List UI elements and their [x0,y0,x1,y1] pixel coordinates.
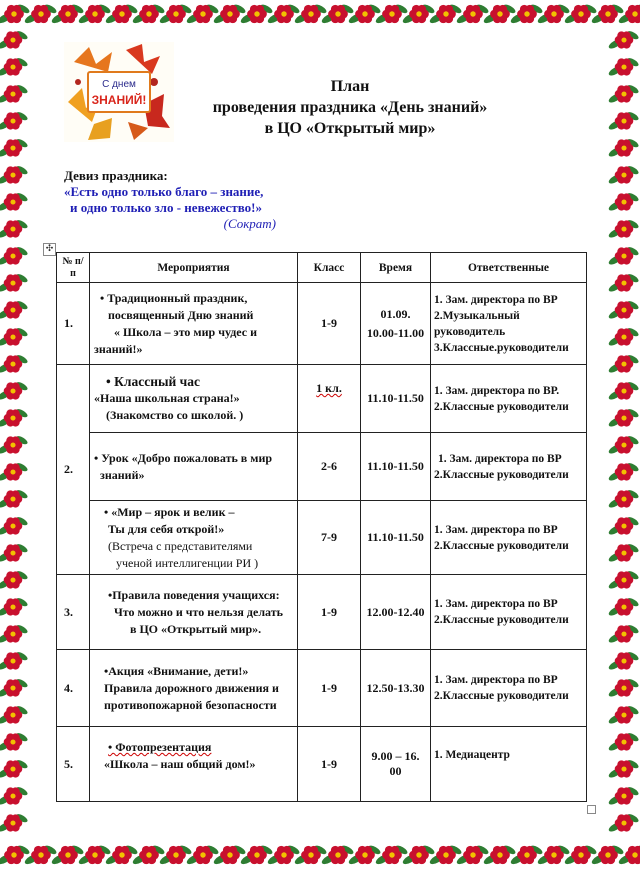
motto-author: (Сократ) [223,216,276,231]
row-num: 1. [57,283,90,365]
flower-ornament-icon [607,597,639,618]
row-event [90,283,298,365]
row-time: 11.10-11.50 [361,433,431,501]
flower-ornament-icon [0,489,28,510]
row-class: 1-9 [298,575,361,650]
event-line [94,739,293,756]
row-time: 9.00 – 16. 00 [361,727,431,802]
event-line: ученой интеллигенции РИ ) [116,555,259,570]
flower-ornament-icon [0,732,28,753]
table-row [57,365,587,433]
responsible-line: 2.Классные руководители [434,690,569,702]
logo-text-line2: ЗНАНИЙ! [91,93,147,107]
flower-ornament-icon [0,813,28,834]
table-row [57,433,587,501]
row-responsible [431,501,587,575]
flower-ornament-icon [0,219,28,240]
flower-ornament-icon [0,354,28,375]
flower-ornament-icon [607,408,639,429]
row-event [90,501,298,575]
responsible-line: 2.Классные руководители [434,468,569,481]
flower-ornament-icon [607,30,639,51]
flower-ornament-icon [0,516,28,537]
row-class: 1-9 [298,650,361,727]
flower-ornament-icon [0,246,28,267]
responsible-line: 1. Зам. директора по ВР [434,674,558,686]
row-time: 12.50-13.30 [361,650,431,727]
table-resize-handle[interactable] [587,805,596,814]
row-class-cell [298,365,361,433]
flower-ornament-icon [0,57,28,78]
row-num: 5. [57,727,90,802]
row-responsible [431,727,587,802]
row-event [90,433,298,501]
row-responsible [431,575,587,650]
row-event [90,727,298,802]
flower-ornament-icon [607,354,639,375]
event-line: (Встреча с представителями [108,538,253,553]
flower-ornament-icon [607,111,639,132]
event-line: « Школа – это мир чудес и [114,324,257,339]
responsible-line: 2.Классные руководители [434,400,569,413]
row-event [90,575,298,650]
flower-ornament-icon [0,165,28,186]
flower-ornament-icon [607,300,639,321]
flower-ornament-icon [0,30,28,51]
flower-ornament-icon [0,462,28,483]
flower-ornament-icon [0,381,28,402]
flower-ornament-icon [607,57,639,78]
row-responsible [431,365,587,433]
flower-ornament-icon [607,462,639,483]
flower-ornament-icon [607,813,639,834]
header-responsible: Ответственные [431,253,587,283]
event-line: в ЦО «Открытый мир». [130,621,262,636]
row-responsible [431,433,587,501]
row-class: 2-6 [298,433,361,501]
flower-ornament-icon [0,435,28,456]
flower-ornament-icon [0,651,28,672]
flower-ornament-icon [0,678,28,699]
flower-ornament-icon [607,678,639,699]
header-num: № п/п [57,253,90,283]
flower-ornament-icon [0,759,28,780]
responsible-line: 1. Медиацентр [434,749,510,761]
flower-ornament-icon [607,138,639,159]
title-line-2: проведения праздника «День знаний» [212,99,488,116]
table-move-handle-icon[interactable]: ✣ [43,243,56,256]
event-line: • Классный час [106,374,201,389]
row-class: 1-9 [298,283,361,365]
row-num: 2. [57,365,90,575]
flower-ornament-icon [607,651,639,672]
flower-ornament-icon [607,273,639,294]
responsible-line: руководитель [434,325,506,338]
header-class: Класс [298,253,361,283]
flower-ornament-icon [0,111,28,132]
flower-ornament-icon [607,327,639,348]
flower-ornament-icon [0,543,28,564]
flower-ornament-icon [0,786,28,807]
flower-ornament-icon [607,732,639,753]
row-time: 12.00-12.40 [361,575,431,650]
header-time: Время [361,253,431,283]
holiday-motto [64,168,304,232]
flower-ornament-icon [607,543,639,564]
event-line: • Традиционный праздник, [100,290,248,305]
responsible-line: 1. Зам. директора по ВР. [434,384,560,397]
event-line: •Правила поведения учащихся: [108,587,280,602]
event-line: •Акция «Внимание, дети!» [104,663,249,678]
row-num: 3. [57,575,90,650]
flower-ornament-icon [0,705,28,726]
responsible-line: 2.Классные руководители [434,614,569,626]
flower-ornament-icon [607,192,639,213]
event-line: • Урок «Добро пожаловать в мир [94,450,273,465]
row-class: 1-9 [298,727,361,802]
row-event [90,365,298,433]
event-line: • «Мир – ярок и велик – [104,504,235,519]
row-responsible [431,283,587,365]
event-line: Что можно и что нельзя делать [114,604,283,619]
responsible-line: 2.Классные руководители [434,539,569,552]
flower-ornament-icon [0,408,28,429]
flower-ornament-icon [607,705,639,726]
responsible-line: 1. Зам. директора по ВР [434,293,558,306]
flower-ornament-icon [0,138,28,159]
event-line: «Школа – наш общий дом!» [104,757,256,771]
flower-ornament-icon [607,246,639,267]
event-line: знаний» [100,467,145,482]
title-line-1: План [330,78,370,95]
flower-ornament-icon [607,786,639,807]
row-num: 4. [57,650,90,727]
flower-ornament-icon [0,597,28,618]
floral-border-top [0,0,640,30]
table-row [57,283,587,365]
table-row [57,575,587,650]
event-line: знаний!» [94,341,143,356]
row-responsible [431,650,587,727]
row-time: 11.10-11.50 [361,501,431,575]
plan-title [180,76,520,139]
flower-ornament-icon [607,435,639,456]
logo-text-line1: С днем [102,79,136,90]
flower-ornament-icon [607,381,639,402]
row-time [361,283,431,365]
event-line: противопожарной безопасности [104,697,277,712]
floral-border-right [606,0,640,870]
flower-ornament-icon [607,516,639,537]
header-event: Мероприятия [90,253,298,283]
flower-ornament-icon [0,84,28,105]
table-header-row [57,253,587,283]
events-table [56,252,587,802]
responsible-line: 1. Зам. директора по ВР [434,523,558,536]
event-line: Правила дорожного движения и [104,680,279,695]
responsible-line: 2.Музыкальный [434,309,520,322]
flower-ornament-icon [607,165,639,186]
flower-ornament-icon [0,624,28,645]
flower-ornament-icon [607,570,639,591]
flower-ornament-icon [0,273,28,294]
responsible-line: 1. Зам. директора по ВР [434,598,558,610]
row-class: 7-9 [298,501,361,575]
floral-border-left [0,0,28,870]
time-line: 01.09. [380,306,411,321]
row-time: 11.10-11.50 [361,365,431,433]
table-row [57,727,587,802]
floral-border-bottom [0,842,640,870]
responsible-line: 1. Зам. директора по ВР [438,452,562,465]
flower-ornament-icon [0,327,28,348]
title-line-3: в ЦО «Открытый мир» [264,120,436,137]
motto-label: Девиз праздника: [64,168,168,183]
flower-ornament-icon [0,300,28,321]
table-row [57,650,587,727]
event-line: «Наша школьная страна!» [94,391,240,405]
event-line: (Знакомство со школой. ) [106,408,244,422]
flower-ornament-icon [607,219,639,240]
flower-ornament-icon [607,84,639,105]
flower-ornament-icon [0,570,28,591]
table-row [57,501,587,575]
day-of-knowledge-logo [64,42,174,142]
flower-ornament-icon [0,192,28,213]
motto-quote-line2: и одно только зло - невежество!» [70,200,262,215]
event-line: посвященный Дню знаний [108,307,254,322]
row-class: 1 кл. [316,381,342,395]
motto-quote-line1: «Есть одно только благо – знание, [64,184,264,199]
flower-ornament-icon [607,489,639,510]
responsible-line: 3.Классные.руководители [434,341,569,354]
flower-ornament-icon [607,759,639,780]
flower-ornament-icon [607,624,639,645]
time-line: 10.00-11.00 [366,325,425,340]
row-event [90,650,298,727]
event-line: Ты для себя открой!» [108,521,225,536]
event-line-text: • Фотопрезентация [108,740,212,754]
